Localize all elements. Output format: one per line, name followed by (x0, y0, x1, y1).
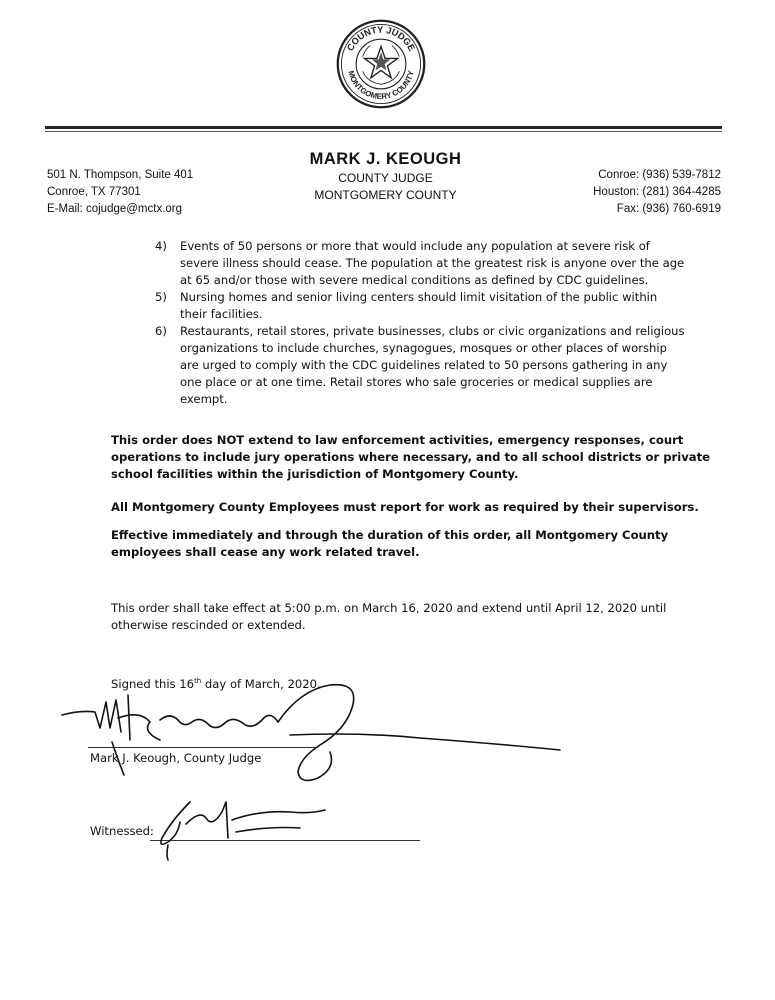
fax-line: Fax: (936) 760-6919 (616, 203, 721, 215)
signer-name: Mark J. Keough, County Judge (90, 751, 262, 765)
witness-line (150, 840, 420, 841)
header-rule (45, 126, 722, 129)
list-item (155, 323, 685, 408)
travel-paragraph: Effective immediately and through the duration of this order, all Montgomery County employees shall cease any work related travel. (111, 528, 669, 559)
header-rule-thin (45, 131, 722, 132)
address-line-1: 501 N. Thompson, Suite 401 (47, 169, 194, 181)
list-item-text: Nursing homes and senior living centers should limit visitation of the public within their facilities. (180, 290, 658, 321)
address-line-2: Conroe, TX 77301 (47, 186, 141, 198)
contact-block (593, 167, 721, 218)
witness-signature (161, 802, 325, 860)
signed-ordinal: th (194, 677, 202, 686)
address-block (47, 167, 193, 218)
county-judge-seal (335, 18, 427, 110)
email-line: E-Mail: cojudge@mctx.org (47, 203, 183, 215)
phone-houston: Houston: (281) 364-4285 (593, 186, 721, 198)
signed-prefix: Signed this 16 (111, 677, 195, 691)
list-item-text: Events of 50 persons or more that would include any population at severe risk of severe illness should cease. The population at the greatest risk is anyone over the age at 65 and/or those with severe medical conditions as defined by CDC guidelines. (180, 239, 685, 287)
list-item-number: 5) (155, 290, 167, 304)
exemptions-paragraph: This order does NOT extend to law enforcement activities, emergency responses, court operations to include jury operations where necessary, and to all school districts or private school facilities within the jurisdiction of Montgomery County. (111, 433, 711, 481)
handwritten-signatures (0, 660, 775, 880)
signed-date-line (111, 677, 321, 691)
seal-top-text: COUNTY JUDGE (345, 24, 417, 53)
list-item (155, 238, 685, 289)
judge-signature (62, 685, 560, 781)
star-icon (364, 47, 397, 78)
judge-title: COUNTY JUDGE (338, 171, 433, 185)
judge-name: MARK J. KEOUGH (309, 150, 462, 168)
signed-suffix: day of March, 2020. (201, 677, 321, 691)
phone-conroe: Conroe: (936) 539-7812 (598, 169, 721, 181)
signature-line (88, 747, 318, 748)
employees-report-paragraph: All Montgomery County Employees must report for work as required by their supervisors. (111, 500, 699, 514)
county-name: MONTGOMERY COUNTY (314, 188, 457, 202)
seal-bottom-text: MONTGOMERY COUNTY (346, 69, 416, 102)
list-item-text: Restaurants, retail stores, private businesses, clubs or civic organizations and religious organizations to include churches, synagogues, mosques or other places of worship are urged to comply with the CDC guidelines related to 50 persons gathering in any one place or at one time. Retail stores who sale groceries or medical supplies are exempt. (180, 324, 685, 406)
list-item-number: 4) (155, 239, 167, 253)
order-list (155, 238, 685, 408)
effective-date-paragraph: This order shall take effect at 5:00 p.m. on March 16, 2020 and extend until April 12, 2020 until otherwise rescinded or extended. (111, 601, 667, 632)
letterhead-title (283, 148, 488, 204)
list-item (155, 289, 685, 323)
svg-text:MONTGOMERY COUNTY (346, 69, 416, 101)
witnessed-label: Witnessed: (90, 824, 154, 838)
list-item-number: 6) (155, 324, 167, 338)
